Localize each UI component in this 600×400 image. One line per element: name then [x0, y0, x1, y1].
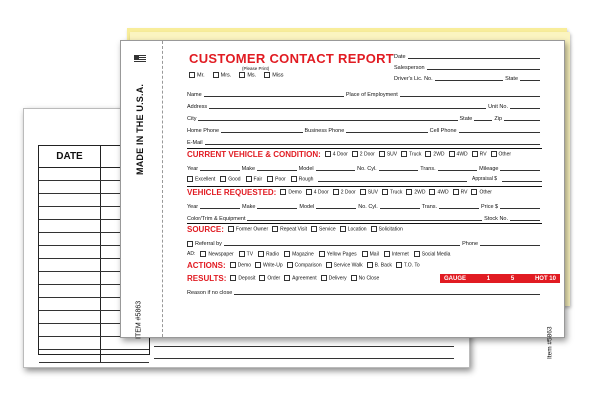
action-b-back[interactable]: B. Back — [367, 262, 392, 268]
ad-radio[interactable]: Radio — [258, 251, 279, 257]
item-number-label: Item #5863 — [546, 326, 554, 359]
customer-contact-form — [120, 40, 565, 359]
us-flag-icon — [134, 55, 146, 63]
current-vehicle-header: CURRENT VEHICLE & CONDITION: 4 Door 2 Door SUV Truck 2WD 4WD RV Other — [187, 150, 512, 159]
requested-vehicle-fields[interactable]: Year Make Model No. Cyl. Trans. Price $ — [187, 201, 542, 210]
form-stub — [121, 41, 163, 337]
header-fields — [394, 51, 542, 84]
req-2wd[interactable]: 2WD — [406, 189, 425, 195]
checkbox-miss[interactable]: Miss — [264, 72, 283, 78]
actions-header: ACTIONS: Demo Write-Up Comparison Service Walk B. Back T.O. To — [187, 261, 420, 270]
form-body — [169, 45, 546, 333]
form-title: CUSTOMER CONTACT REPORT — [189, 51, 395, 66]
condition-excellent[interactable]: Excellent — [187, 176, 215, 182]
req-demo[interactable]: Demo — [280, 189, 301, 195]
salutation-options — [189, 72, 284, 78]
made-in-label: MADE IN THE U.S.A. — [135, 83, 145, 175]
vehicle-requested-header: VEHICLE REQUESTED: Demo 4 Door 2 Door SUV Truck 2WD 4WD RV Other — [187, 188, 492, 197]
date-field[interactable]: Date — [394, 51, 542, 60]
drivers-license-field[interactable]: Driver's Lic. No. State — [394, 73, 542, 82]
appraisal-field[interactable]: Appraisal $ — [471, 176, 497, 183]
condition-poor[interactable]: Poor — [267, 176, 286, 182]
email-row[interactable]: E-Mail — [187, 137, 542, 146]
action-comparison[interactable]: Comparison — [287, 262, 322, 268]
checkbox-mr[interactable]: Mr. — [189, 72, 205, 78]
ad-yellow-pages[interactable]: Yellow Pages — [319, 251, 357, 257]
option-4door[interactable]: 4 Door — [325, 151, 348, 157]
result-no-close[interactable]: No Close — [351, 275, 380, 281]
req-4door[interactable]: 4 Door — [306, 189, 329, 195]
option-truck[interactable]: Truck — [401, 151, 421, 157]
salesperson-field[interactable]: Salesperson — [394, 62, 542, 71]
table-row — [39, 350, 149, 363]
source-header: SOURCE: Former Owner Repeat Visit Service Location Solicitation — [187, 225, 403, 234]
result-agreement[interactable]: Agreement — [284, 275, 316, 281]
source-solicitation[interactable]: Solicitation — [371, 226, 403, 232]
name-row[interactable]: Name Place of Employment — [187, 89, 542, 98]
option-4wd[interactable]: 4WD — [449, 151, 468, 157]
ad-newspaper[interactable]: Newspaper — [200, 251, 233, 257]
result-delivery[interactable]: Delivery — [321, 275, 347, 281]
section-divider — [187, 186, 542, 187]
current-vehicle-fields[interactable]: Year Make Model No. Cyl. Trans. Mileage — [187, 163, 542, 172]
req-other[interactable]: Other — [471, 189, 492, 195]
condition-rough[interactable]: Rough — [291, 176, 314, 182]
phone-row[interactable]: Home Phone Business Phone Cell Phone — [187, 125, 542, 134]
ad-social-media[interactable]: Social Media — [414, 251, 451, 257]
ad-mail[interactable]: Mail — [362, 251, 379, 257]
req-2door[interactable]: 2 Door — [333, 189, 356, 195]
action-write-up[interactable]: Write-Up — [255, 262, 283, 268]
ad-tv[interactable]: TV — [239, 251, 253, 257]
address-row[interactable]: Address Unit No. — [187, 101, 542, 110]
req-truck[interactable]: Truck — [382, 189, 402, 195]
condition-good[interactable]: Good — [220, 176, 240, 182]
action-demo[interactable]: Demo — [230, 262, 251, 268]
result-deposit[interactable]: Deposit — [230, 275, 255, 281]
please-print-note: (Please Print) — [242, 66, 270, 71]
option-other[interactable]: Other — [491, 151, 512, 157]
ad-options — [187, 251, 542, 257]
source-former-owner[interactable]: Former Owner — [228, 226, 268, 232]
item-number-label: ITEM #5863 — [135, 300, 143, 339]
option-suv[interactable]: SUV — [379, 151, 397, 157]
condition-fair[interactable]: Fair — [246, 176, 263, 182]
color-trim-row[interactable]: Color/Trim & Equipment Stock No. — [187, 213, 542, 222]
condition-options — [187, 176, 542, 182]
option-2wd[interactable]: 2WD — [425, 151, 444, 157]
city-row[interactable]: City State Zip — [187, 113, 542, 122]
ad-internet[interactable]: Internet — [384, 251, 409, 257]
ad-label: AD: — [187, 251, 196, 258]
req-rv[interactable]: RV — [453, 189, 468, 195]
reason-row[interactable]: Reason if no close — [187, 287, 542, 296]
checkbox-mrs[interactable]: Mrs. — [213, 72, 232, 78]
section-divider — [187, 223, 542, 224]
section-divider — [187, 148, 542, 149]
source-service[interactable]: Service — [311, 226, 336, 232]
req-4wd[interactable]: 4WD — [429, 189, 448, 195]
source-repeat-visit[interactable]: Repeat Visit — [272, 226, 307, 232]
action-service-walk[interactable]: Service Walk — [326, 262, 363, 268]
option-rv[interactable]: RV — [472, 151, 487, 157]
result-order[interactable]: Order — [259, 275, 280, 281]
results-header: RESULTS: Deposit Order Agreement Delivery No Close — [187, 274, 380, 283]
option-2door[interactable]: 2 Door — [352, 151, 375, 157]
source-location[interactable]: Location — [340, 226, 367, 232]
req-suv[interactable]: SUV — [360, 189, 378, 195]
referral-row[interactable]: Referral by Phone — [187, 238, 542, 247]
gauge-bar: GAUGE 1 5 HOT 10 — [440, 274, 560, 283]
date-column-header: DATE — [39, 146, 101, 167]
action-to-to[interactable]: T.O. To — [396, 262, 420, 268]
checkbox-ms[interactable]: Ms. — [239, 72, 256, 78]
ad-magazine[interactable]: Magazine — [284, 251, 314, 257]
